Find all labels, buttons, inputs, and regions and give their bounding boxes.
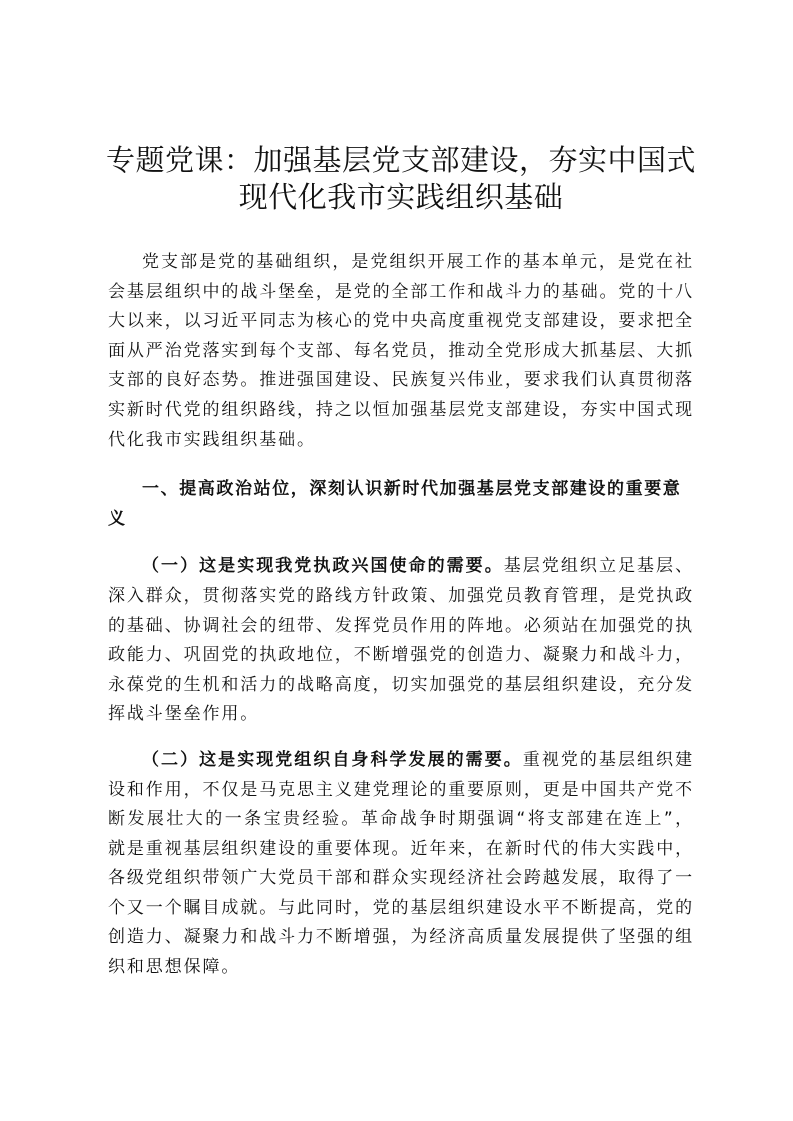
subsection-1-paragraph [108,552,694,730]
subsection-2-lead: （二）这是实现党组织自身科学发展的需要。 [142,749,523,770]
intro-paragraph: 党支部是党的基础组织，是党组织开展工作的基本单元，是党在社会基层组织中的战斗堡垒，是党的全部工作和战斗力的基础。党的十八大以来，以习近平同志为核心的党中央高度重视党支部建设，要求把全面从严治党落实到每个支部、每名党员，推动全党形成大抓基层、大抓支部的良好态势。推进强国建设、民族复兴伟业，要求我们认真贯彻落实新时代党的组织路线，持之以恒加强基层党支部建设，夯实中国式现代化我市实践组织基础。 [108,252,694,450]
document-title [88,142,714,216]
subsection-2-paragraph [108,746,694,983]
subsection-1-body: 基层党组织立足基层、深入群众，贯彻落实党的路线方针政策、加强党员教育管理，是党执政的基础、协调社会的纽带、发挥党员作用的阵地。必须站在加强党的执政能力、巩固党的执政地位，不断增强党的创造力、凝聚力和战斗力，永葆党的生机和活力的战略高度，切实加强党的基层组织建设，充分发挥战斗堡垒作用。 [108,556,695,725]
title-line-2: 现代化我市实践组织基础 [238,180,564,214]
document-page [105,142,696,999]
subsection-2-body: 重视党的基层组织建设和作用，不仅是马克思主义建党理论的重要原则，更是中国共产党不断发展壮大的一条宝贵经验。革命战争时期强调“将支部建在连上”，就是重视基层组织建设的重要体现。近年来，在新时代的伟大实践中，各级党组织带领广大党员干部和群众实现经济社会跨越发展，取得了一个又一个瞩目成就。与此同时，党的基层组织建设水平不断提高，党的创造力、凝聚力和战斗力不断增强，为经济高质量发展提供了坚强的组织和思想保障。 [108,749,694,978]
section-heading-1: 一、提高政治站位，深刻认识新时代加强基层党支部建设的重要意义 [108,479,682,529]
title-line-1: 专题党课：加强基层党支部建设，夯实中国式 [105,143,696,177]
subsection-1-lead: （一）这是实现我党执政兴国使命的需要。 [142,556,504,577]
